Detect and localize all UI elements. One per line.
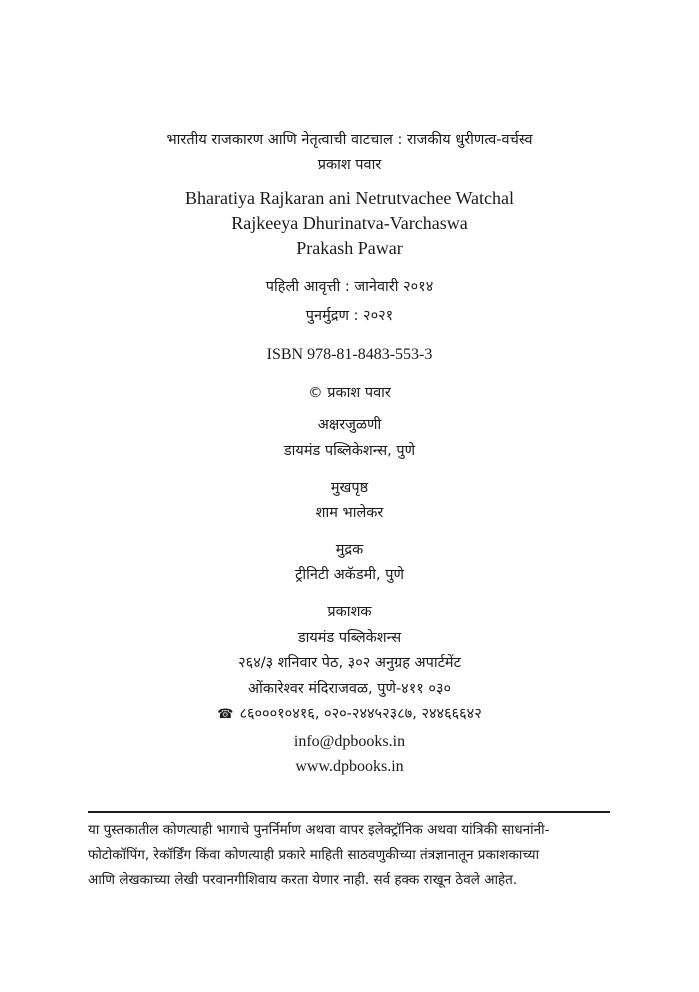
first-edition: पहिली आवृत्ती : जानेवारी २०१४ <box>265 279 434 295</box>
title-english-line2: Rajkeeya Dhurinatva-Varchaswa <box>231 213 468 233</box>
printer-label: मुद्रक <box>335 542 364 558</box>
rights-notice-line2: फोटोकॉपिंग, रेकॉर्डिंग किंवा कोणत्याही प्रकारे माहिती साठवणुकीच्या तंत्रज्ञानातून प्रकाशकाच्या <box>88 847 540 863</box>
author-english: Prakash Pawar <box>296 238 403 258</box>
title-english-line1: Bharatiya Rajkaran ani Netrutvachee Watchal <box>184 188 515 208</box>
cover-label: मुखपृष्ठ <box>330 480 369 496</box>
rights-notice-line3: आणि लेखकाच्या लेखी परवानगीशिवाय करता येणार नाही. सर्व हक्क राखून ठेवले आहेत. <box>88 872 518 888</box>
author-marathi: प्रकाश पवार <box>317 157 382 173</box>
title-marathi: भारतीय राजकारण आणि नेतृत्वाची वाटचाल : राजकीय धुरीणत्व-वर्चस्व <box>166 132 533 148</box>
rights-notice <box>88 818 610 893</box>
publisher-label: प्रकाशक <box>327 604 372 620</box>
copyright-holder: © प्रकाश पवार <box>308 385 391 401</box>
publisher-address-line1: २६४/३ शनिवार पेठ, ३०२ अनुग्रह अपार्टमेंट <box>238 655 461 671</box>
publisher-phones: ८६०००१०४१६, ०२०-२४४५२३८७, २४४६६६४२ <box>239 706 482 722</box>
rights-notice-line1: या पुस्तकातील कोणत्याही भागाचे पुनर्निर्माण अथवा वापर इलेक्ट्रॉनिक अथवा यांत्रिकी साधनांनी- <box>88 822 550 838</box>
publisher-email[interactable]: info@dpbooks.in <box>293 733 406 750</box>
telephone-icon: ☎ <box>217 707 234 722</box>
printer-name: ट्रीनिटी अकॅडमी, पुणे <box>295 567 404 583</box>
isbn: ISBN 978-81-8483-553-3 <box>266 346 433 363</box>
divider-rule <box>88 811 610 813</box>
publisher-website[interactable]: www.dpbooks.in <box>295 758 404 775</box>
reprint-year: पुनर्मुद्रण : २०२१ <box>305 308 394 324</box>
cover-artist: शाम भालेकर <box>315 505 384 521</box>
publisher-phones-row <box>0 703 699 723</box>
typesetting-value: डायमंड पब्लिकेशन्स, पुणे <box>283 443 416 459</box>
publisher-address-line2: ओंकारेश्वर मंदिराजवळ, पुणे-४११ ०३० <box>247 681 452 697</box>
typesetting-label: अक्षरजुळणी <box>317 417 382 433</box>
publisher-name: डायमंड पब्लिकेशन्स <box>297 630 402 646</box>
